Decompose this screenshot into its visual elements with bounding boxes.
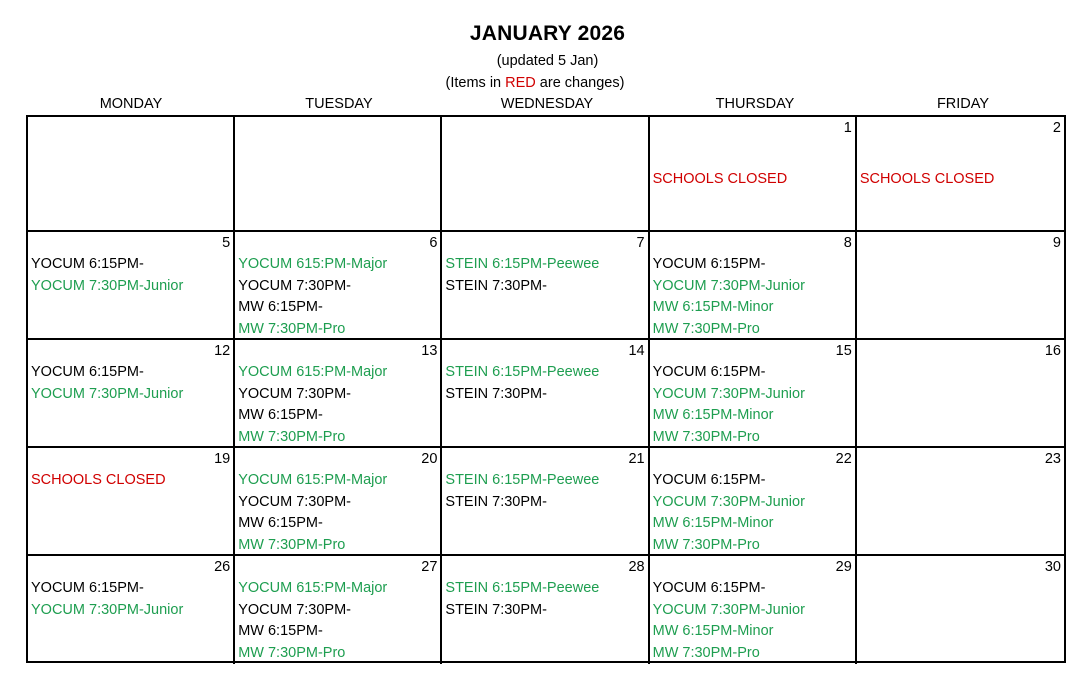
calendar-event: YOCUM 7:30PM-Junior <box>652 601 805 618</box>
day-number: 2 <box>1052 120 1061 136</box>
calendar-day-cell <box>650 117 857 230</box>
weekday-header-monday: MONDAY <box>99 96 163 112</box>
calendar-day-cell <box>857 340 1064 446</box>
day-number: 29 <box>835 559 852 575</box>
calendar-event: YOCUM 615:PM-Major <box>238 472 388 488</box>
calendar-event: SCHOOLS CLOSED <box>859 171 995 187</box>
day-number: 30 <box>1044 559 1061 575</box>
calendar-event: MW 7:30PM-Pro <box>652 537 760 554</box>
calendar-event: YOCUM 7:30PM- <box>238 277 352 294</box>
calendar-event: MW 7:30PM-Pro <box>238 537 346 554</box>
day-number: 15 <box>835 343 852 359</box>
calendar-event: MW 6:15PM-Minor <box>652 407 774 424</box>
changes-note-highlight: RED <box>505 75 536 91</box>
calendar-event: YOCUM 7:30PM-Junior <box>31 601 184 618</box>
calendar-event: YOCUM 7:30PM-Junior <box>652 385 805 402</box>
changes-note-prefix: (Items in <box>445 75 506 91</box>
calendar-day-cell <box>857 117 1064 230</box>
calendar-event: YOCUM 6:15PM- <box>31 364 144 380</box>
day-number <box>28 118 233 139</box>
calendar-day-cell <box>235 232 442 338</box>
calendar-event: MW 6:15PM-Minor <box>652 515 774 532</box>
calendar-event: STEIN 7:30PM- <box>445 493 547 510</box>
calendar-event: MW 7:30PM-Pro <box>238 321 346 338</box>
calendar-event: MW 6:15PM- <box>238 407 323 424</box>
calendar-day-cell <box>28 232 235 338</box>
cell-spacer <box>442 139 647 169</box>
calendar-week-row <box>28 340 1064 448</box>
calendar-day-cell <box>28 556 235 664</box>
calendar-event: MW 6:15PM- <box>238 623 323 640</box>
day-number <box>235 118 440 139</box>
calendar-event: YOCUM 7:30PM- <box>238 385 352 402</box>
calendar-day-cell <box>235 117 442 230</box>
day-number <box>442 118 647 139</box>
weekday-header-row <box>27 96 1067 112</box>
weekday-header-thursday: THURSDAY <box>715 96 795 112</box>
calendar-event: MW 7:30PM-Pro <box>238 429 346 446</box>
calendar-event: YOCUM 7:30PM- <box>238 493 352 510</box>
day-number: 12 <box>214 343 231 359</box>
calendar-grid <box>26 115 1066 663</box>
calendar-event: SCHOOLS CLOSED <box>652 171 788 187</box>
calendar-event: YOCUM 615:PM-Major <box>238 580 388 596</box>
day-number: 7 <box>636 235 645 251</box>
calendar-week-row <box>28 448 1064 556</box>
calendar-event: MW 7:30PM-Pro <box>652 321 760 338</box>
calendar-event: MW 6:15PM- <box>238 515 323 532</box>
calendar-event: YOCUM 6:15PM- <box>31 256 144 272</box>
calendar-event: STEIN 6:15PM-Peewee <box>445 256 600 272</box>
calendar-event: MW 6:15PM-Minor <box>652 623 774 640</box>
calendar-day-cell <box>857 556 1064 664</box>
calendar-event: MW 7:30PM-Pro <box>652 645 760 662</box>
calendar-day-cell <box>28 340 235 446</box>
calendar-day-cell <box>442 232 649 338</box>
day-number: 20 <box>421 451 438 467</box>
day-number: 5 <box>222 235 231 251</box>
weekday-header-tuesday: TUESDAY <box>305 96 373 112</box>
weekday-header-friday: FRIDAY <box>936 96 990 112</box>
calendar-event: STEIN 6:15PM-Peewee <box>445 364 600 380</box>
calendar-week-row <box>28 556 1064 664</box>
calendar-event: STEIN 7:30PM- <box>445 277 547 294</box>
calendar-event: YOCUM 6:15PM- <box>652 364 766 380</box>
day-number: 19 <box>214 451 231 467</box>
day-number: 8 <box>843 235 852 251</box>
changes-note-suffix: are changes) <box>535 75 625 91</box>
calendar-event: MW 6:15PM-Minor <box>652 299 774 316</box>
calendar-event: YOCUM 7:30PM- <box>238 601 352 618</box>
day-number: 9 <box>1052 235 1061 251</box>
day-number: 21 <box>628 451 645 467</box>
calendar-day-cell <box>650 556 857 664</box>
changes-note <box>0 75 1070 91</box>
calendar-event: MW 7:30PM-Pro <box>238 645 346 662</box>
calendar-day-cell <box>442 117 649 230</box>
day-number: 23 <box>1044 451 1061 467</box>
day-number: 13 <box>421 343 438 359</box>
calendar-event: YOCUM 7:30PM-Junior <box>652 493 805 510</box>
calendar-event: YOCUM 6:15PM- <box>652 256 766 272</box>
calendar-day-cell <box>235 340 442 446</box>
calendar-week-row <box>28 232 1064 340</box>
calendar-day-cell <box>650 340 857 446</box>
calendar-week-row <box>28 117 1064 232</box>
day-number: 16 <box>1044 343 1061 359</box>
calendar-day-cell <box>28 448 235 554</box>
calendar-day-cell <box>650 448 857 554</box>
day-number: 1 <box>843 120 852 136</box>
day-number: 26 <box>214 559 231 575</box>
day-number: 22 <box>835 451 852 467</box>
calendar-day-cell <box>857 232 1064 338</box>
day-number: 27 <box>421 559 438 575</box>
calendar-day-cell <box>28 117 235 230</box>
calendar-event: STEIN 7:30PM- <box>445 601 547 618</box>
day-number: 14 <box>628 343 645 359</box>
calendar-event: YOCUM 7:30PM-Junior <box>31 277 184 294</box>
calendar-event: YOCUM 6:15PM- <box>31 580 144 596</box>
calendar-day-cell <box>442 340 649 446</box>
calendar-event: YOCUM 615:PM-Major <box>238 256 388 272</box>
calendar-event: YOCUM 7:30PM-Junior <box>652 277 805 294</box>
day-number: 6 <box>429 235 438 251</box>
page-title: JANUARY 2026 <box>469 22 626 45</box>
cell-spacer <box>235 139 440 169</box>
calendar-day-cell <box>650 232 857 338</box>
calendar-event: STEIN 6:15PM-Peewee <box>445 472 600 488</box>
cell-spacer <box>857 139 1064 169</box>
calendar-day-cell <box>442 448 649 554</box>
calendar-event: YOCUM 6:15PM- <box>652 580 766 596</box>
calendar-day-cell <box>235 556 442 664</box>
calendar-day-cell <box>442 556 649 664</box>
calendar-day-cell <box>857 448 1064 554</box>
calendar-event: MW 6:15PM- <box>238 299 323 316</box>
calendar-event: STEIN 6:15PM-Peewee <box>445 580 600 596</box>
cell-spacer <box>650 139 855 169</box>
calendar-day-cell <box>235 448 442 554</box>
day-number: 28 <box>628 559 645 575</box>
calendar-event: YOCUM 615:PM-Major <box>238 364 388 380</box>
cell-spacer <box>28 139 233 169</box>
updated-note: (updated 5 Jan) <box>496 53 599 69</box>
calendar-event: STEIN 7:30PM- <box>445 385 547 402</box>
calendar-event: YOCUM 7:30PM-Junior <box>31 385 184 402</box>
weekday-header-wednesday: WEDNESDAY <box>500 96 594 112</box>
calendar-event: MW 7:30PM-Pro <box>652 429 760 446</box>
calendar-event: YOCUM 6:15PM- <box>652 472 766 488</box>
calendar-event: SCHOOLS CLOSED <box>31 472 166 488</box>
